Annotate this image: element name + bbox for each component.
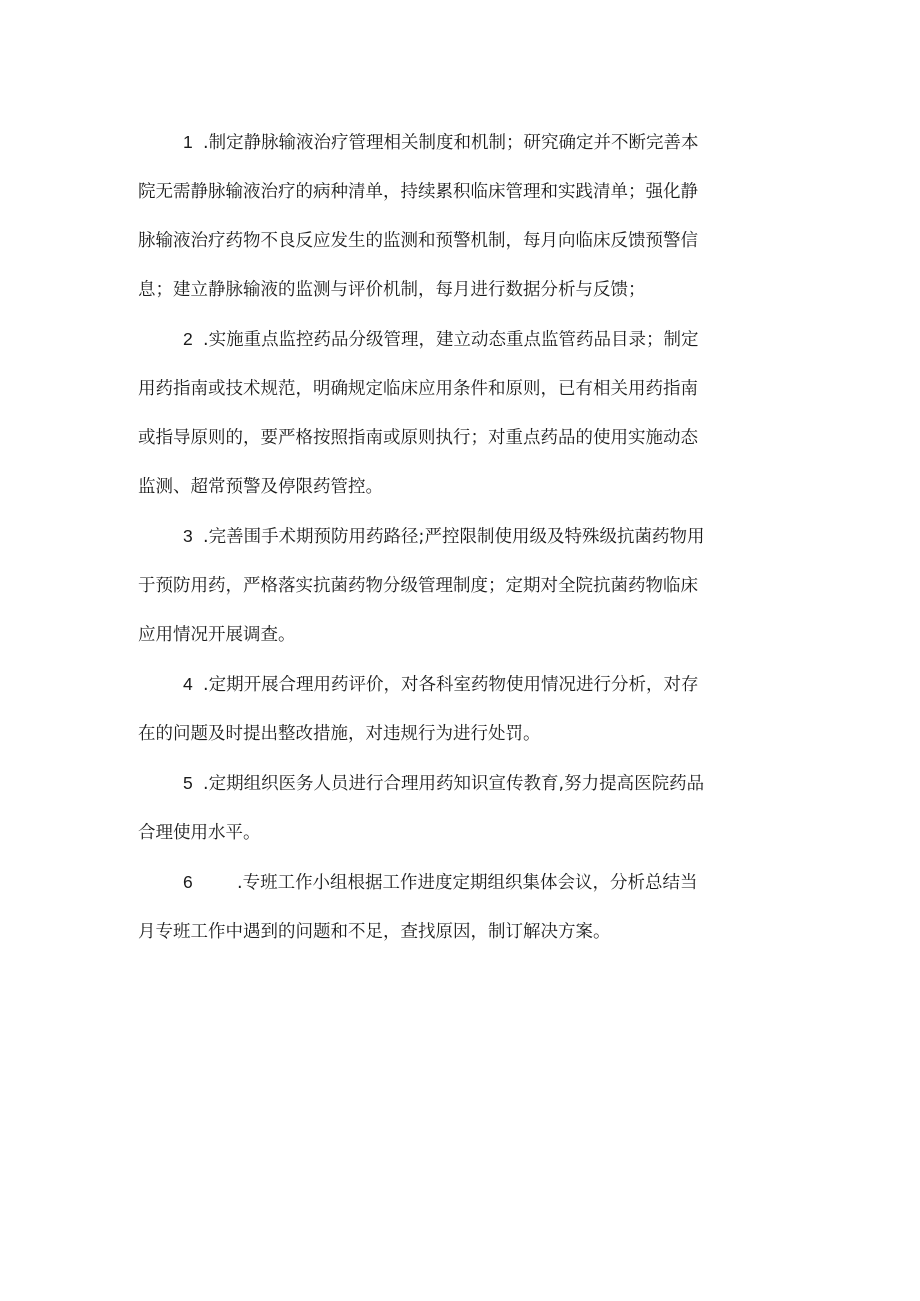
item-text: .完善围手术期预防用药路径;严控限制使用级及特殊级抗菌药物用 (203, 527, 705, 547)
item-4-line-1 (138, 660, 784, 710)
list-item-5 (138, 759, 784, 858)
item-number: 1 (183, 132, 193, 152)
item-5-line-1 (138, 759, 784, 809)
item-1-line-2: 院无需静脉输液治疗的病种清单，持续累积临床管理和实践清单；强化静 (138, 182, 698, 202)
item-number: 2 (183, 329, 193, 349)
item-1-line-1 (138, 118, 784, 168)
item-2-line-1 (138, 315, 784, 365)
list-item-4 (138, 660, 784, 759)
item-text: .制定静脉输液治疗管理相关制度和机制；研究确定并不断完善本 (203, 133, 699, 153)
list-item-1 (138, 118, 784, 315)
item-text: .定期组织医务人员进行合理用药知识宣传教育,努力提高医院药品 (203, 774, 705, 794)
item-number: 4 (183, 674, 193, 694)
item-2-line-4: 监测、超常预警及停限药管控。 (138, 477, 383, 497)
item-3-line-2: 于预防用药，严格落实抗菌药物分级管理制度；定期对全院抗菌药物临床 (138, 576, 698, 596)
item-6-line-2: 月专班工作中遇到的问题和不足，查找原因，制订解决方案。 (138, 922, 611, 942)
item-2-line-2: 用药指南或技术规范，明确规定临床应用条件和原则，已有相关用药指南 (138, 379, 698, 399)
item-5-line-2: 合理使用水平。 (138, 823, 261, 843)
item-6-line-1 (138, 858, 784, 908)
list-item-2 (138, 315, 784, 512)
item-2-line-3: 或指导原则的，要严格按照指南或原则执行；对重点药品的使用实施动态 (138, 428, 698, 448)
list-item-3 (138, 512, 784, 660)
item-text: .定期开展合理用药评价，对各科室药物使用情况进行分析，对存 (203, 675, 699, 695)
item-1-line-3: 脉输液治疗药物不良反应发生的监测和预警机制，每月向临床反馈预警信 (138, 231, 698, 251)
item-1-line-4: 息；建立静脉输液的监测与评价机制，每月进行数据分析与反馈； (138, 280, 646, 300)
item-text: .实施重点监控药品分级管理，建立动态重点监管药品目录；制定 (203, 330, 699, 350)
document-body (138, 118, 784, 957)
item-3-line-1 (138, 512, 784, 562)
item-number: 3 (183, 526, 193, 546)
list-item-6 (138, 858, 784, 957)
item-4-line-2: 在的问题及时提出整改措施，对违规行为进行处罚。 (138, 724, 541, 744)
item-3-line-3: 应用情况开展调查。 (138, 625, 296, 645)
item-number: 5 (183, 773, 193, 793)
item-number: 6 (183, 872, 193, 892)
item-text: .专班工作小组根据工作进度定期组织集体会议，分析总结当 (237, 873, 698, 893)
